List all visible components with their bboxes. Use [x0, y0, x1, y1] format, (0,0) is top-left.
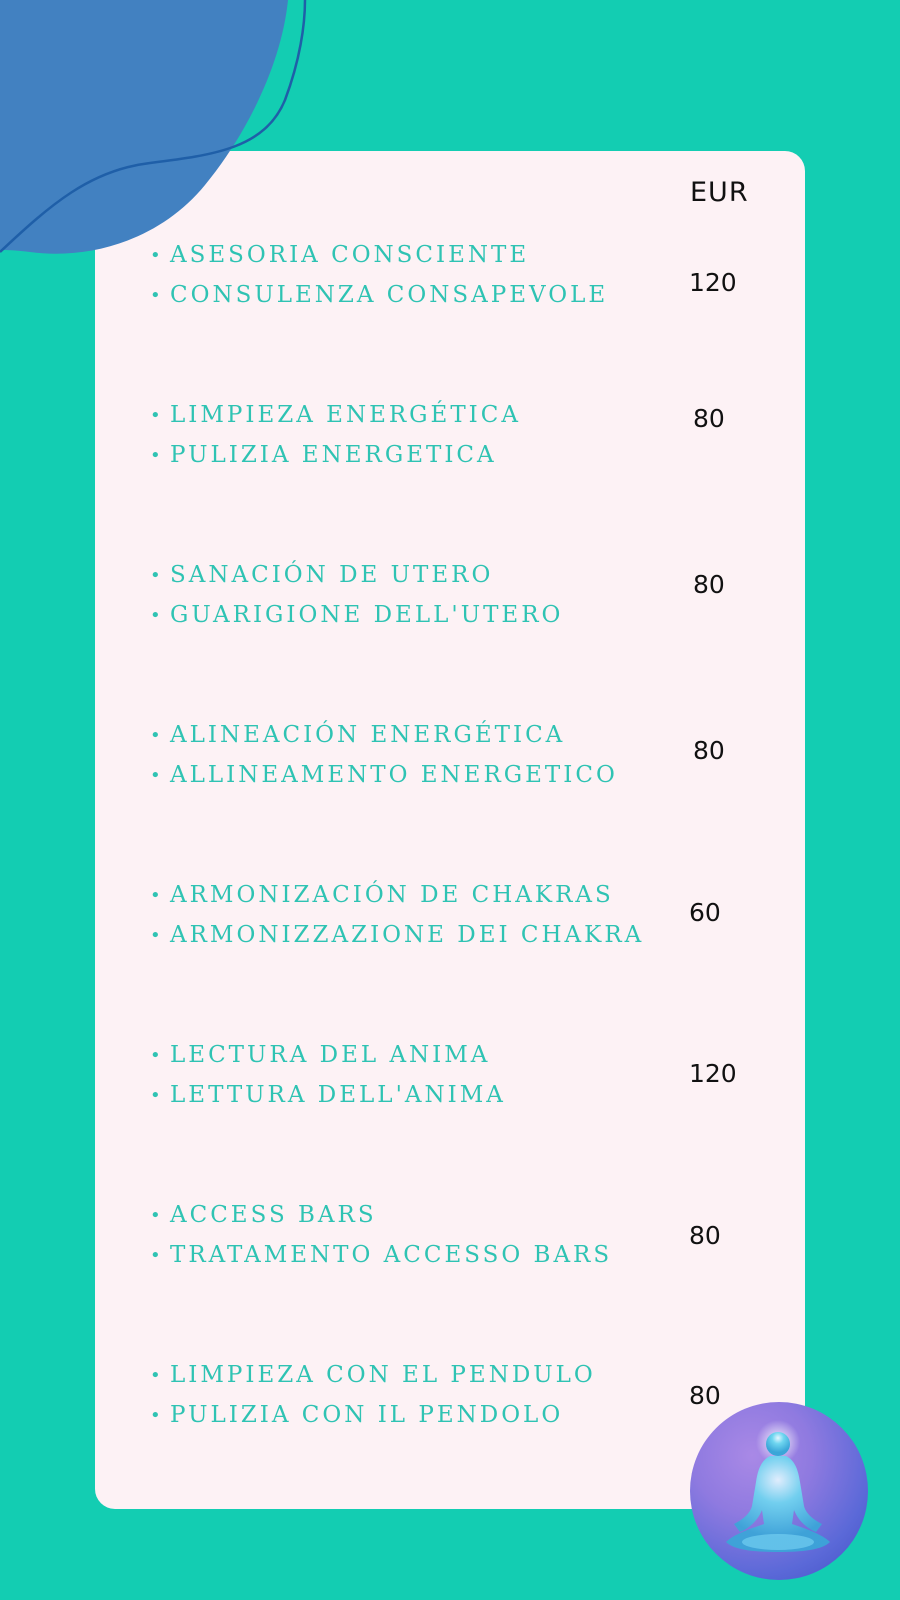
bullet-icon: •	[150, 564, 161, 586]
service-name-es	[150, 235, 670, 275]
bullet-icon: •	[150, 604, 161, 626]
bullet-icon: •	[150, 724, 161, 746]
service-label: LECTURA DEL ANIMA	[170, 1042, 491, 1068]
bullet-icon: •	[150, 1204, 161, 1226]
bullet-icon: •	[150, 1044, 161, 1066]
service-label: ASESORIA CONSCIENTE	[170, 242, 530, 268]
service-name-es	[150, 875, 670, 915]
bullet-icon: •	[150, 924, 161, 946]
service-label: SANACIÓN DE UTERO	[170, 562, 494, 588]
service-label: ARMONIZACIÓN DE CHAKRAS	[170, 882, 614, 908]
currency-header: EUR	[690, 177, 749, 208]
service-item	[150, 1195, 670, 1275]
service-item	[150, 395, 670, 475]
bullet-icon: •	[150, 764, 161, 786]
meditation-orb	[690, 1402, 868, 1580]
service-name-es	[150, 1355, 670, 1395]
service-name-es	[150, 715, 670, 755]
service-label: LETTURA DELL'ANIMA	[170, 1082, 506, 1108]
service-label: TRATAMENTO ACCESSO BARS	[170, 1242, 613, 1268]
service-price: 60	[689, 898, 721, 927]
service-name-it	[150, 275, 670, 315]
service-name-it	[150, 755, 670, 795]
bullet-icon: •	[150, 284, 161, 306]
service-name-it	[150, 595, 670, 635]
service-label: LIMPIEZA ENERGÉTICA	[170, 402, 521, 428]
bullet-icon: •	[150, 404, 161, 426]
bullet-icon: •	[150, 1404, 161, 1426]
service-label: ALLINEAMENTO ENERGETICO	[170, 762, 618, 788]
service-price: 120	[689, 268, 737, 297]
bullet-icon: •	[150, 244, 161, 266]
price-list-card	[95, 151, 805, 1509]
service-item	[150, 235, 670, 315]
service-name-es	[150, 555, 670, 595]
service-name-it	[150, 435, 670, 475]
bullet-icon: •	[150, 1084, 161, 1106]
service-label: LIMPIEZA CON EL PENDULO	[170, 1362, 596, 1388]
service-name-it	[150, 915, 670, 955]
meditation-figure-icon	[690, 1402, 868, 1580]
service-name-it	[150, 1395, 670, 1435]
service-price: 80	[693, 736, 725, 765]
service-name-es	[150, 395, 670, 435]
bullet-icon: •	[150, 884, 161, 906]
service-label: ALINEACIÓN ENERGÉTICA	[170, 722, 566, 748]
service-label: CONSULENZA CONSAPEVOLE	[170, 282, 609, 308]
service-item	[150, 1035, 670, 1115]
service-item	[150, 715, 670, 795]
service-label: ARMONIZZAZIONE DEI CHAKRA	[170, 922, 645, 948]
service-price: 80	[689, 1221, 721, 1250]
service-price: 80	[693, 404, 725, 433]
service-name-it	[150, 1075, 670, 1115]
service-label: GUARIGIONE DELL'UTERO	[170, 602, 564, 628]
service-price: 80	[693, 570, 725, 599]
service-price: 120	[689, 1059, 737, 1088]
service-name-es	[150, 1035, 670, 1075]
service-name-it	[150, 1235, 670, 1275]
service-item	[150, 875, 670, 955]
decorative-blob-shape	[0, 0, 320, 260]
service-item	[150, 1355, 670, 1435]
service-price: 80	[689, 1381, 721, 1410]
bullet-icon: •	[150, 1244, 161, 1266]
service-item	[150, 555, 670, 635]
service-name-es	[150, 1195, 670, 1235]
bullet-icon: •	[150, 1364, 161, 1386]
bullet-icon: •	[150, 444, 161, 466]
service-label: ACCESS BARS	[170, 1202, 377, 1228]
service-label: PULIZIA CON IL PENDOLO	[170, 1402, 564, 1428]
service-label: PULIZIA ENERGETICA	[170, 442, 497, 468]
